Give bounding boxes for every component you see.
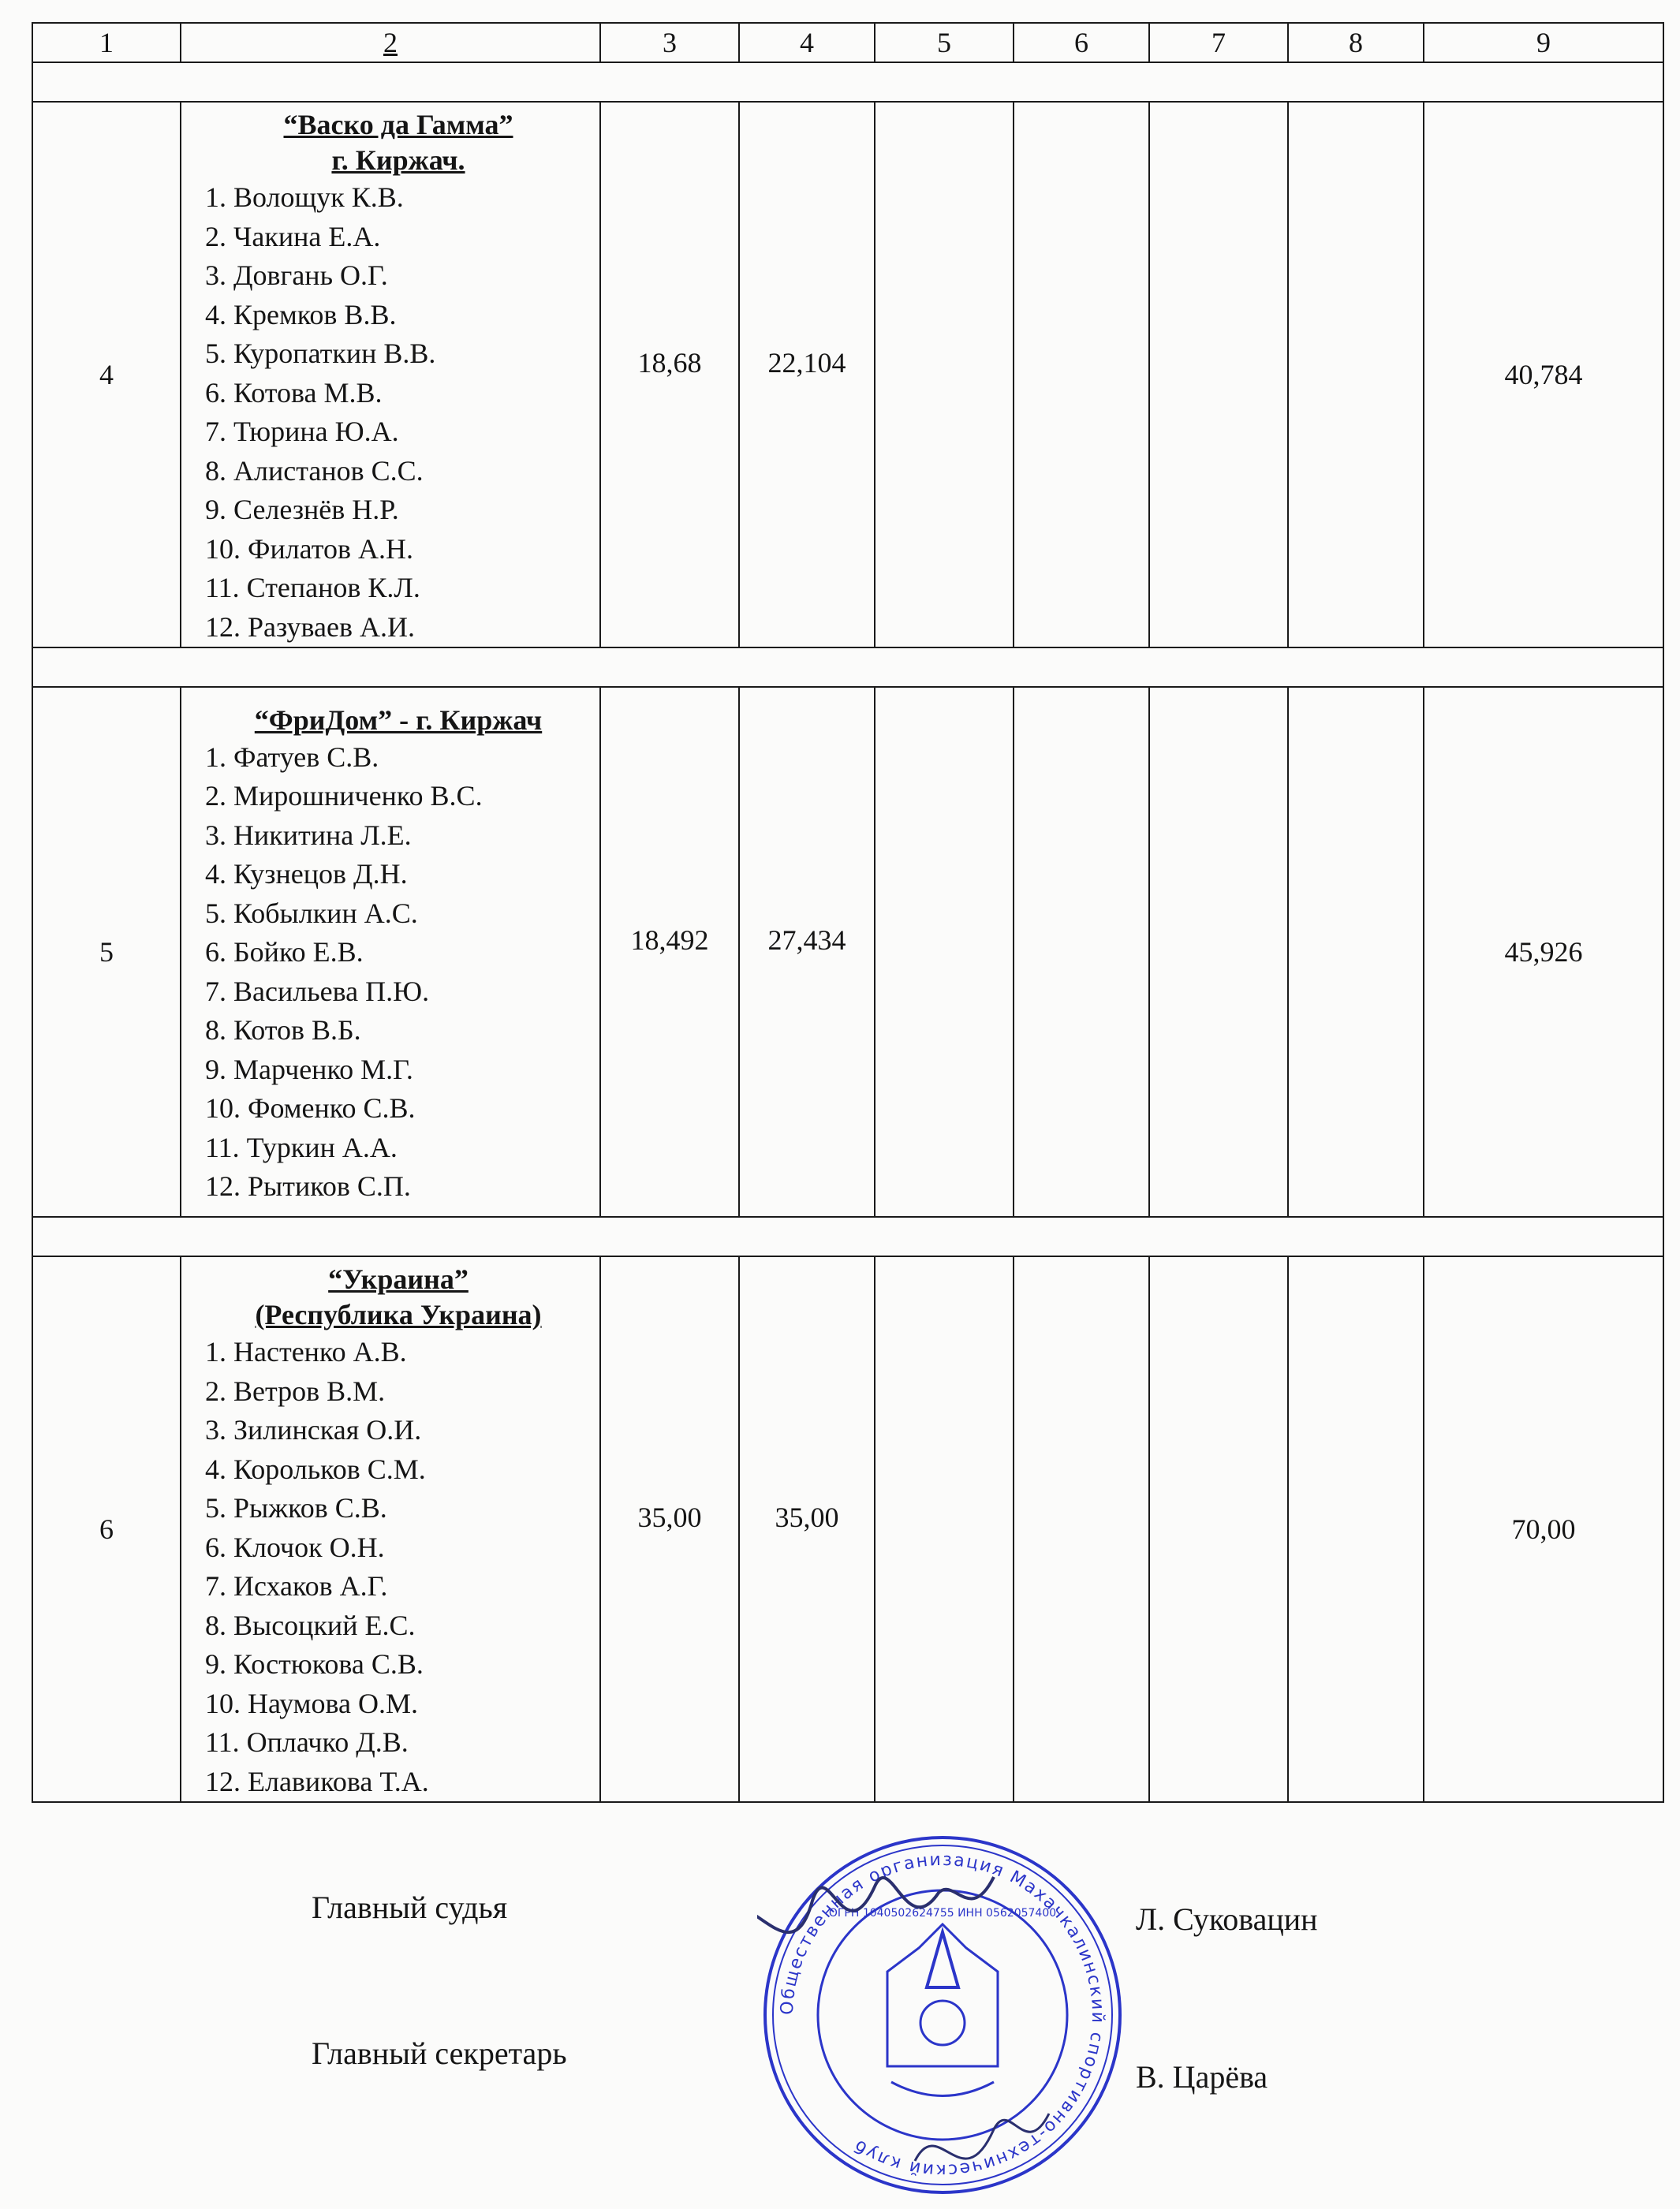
score-total: 70,00: [1424, 1256, 1663, 1802]
team-member: 11. Степанов К.Л.: [205, 572, 420, 603]
column-number: 8: [1288, 23, 1424, 62]
column-number: 6: [1014, 23, 1149, 62]
column-number-row: [32, 23, 1663, 62]
team-member: 5. Куропаткин В.В.: [205, 338, 436, 369]
chief-secretary-name: В. Царёва: [1136, 2059, 1268, 2095]
team-place: 4: [32, 102, 181, 647]
team-country: (Республика Украина): [255, 1299, 542, 1330]
team-member: 1. Волощук К.В.: [205, 181, 404, 213]
team-member: 4. Корольков С.М.: [205, 1453, 426, 1485]
score-total: 45,926: [1424, 687, 1663, 1217]
score-col3: 18,68: [600, 102, 739, 647]
empty-cell: [1014, 1256, 1149, 1802]
empty-cell: [1149, 102, 1288, 647]
team-member: 12. Рытиков С.П.: [205, 1170, 411, 1202]
column-number: 4: [739, 23, 875, 62]
team-member: 9. Селезнёв Н.Р.: [205, 494, 399, 525]
team-member: 7. Васильева П.Ю.: [205, 975, 430, 1007]
team-member: 8. Котов В.Б.: [205, 1014, 361, 1046]
team-member: 1. Фатуев С.В.: [205, 741, 379, 773]
empty-cell: [1288, 687, 1424, 1217]
empty-cell: [1288, 102, 1424, 647]
team-cell: [181, 102, 600, 647]
chief-judge-name: Л. Суковацин: [1136, 1901, 1318, 1937]
team-cell: [181, 1256, 600, 1802]
score-col4: 22,104: [739, 102, 875, 647]
team-member: 2. Мирошниченко В.С.: [205, 780, 483, 812]
column-number: 9: [1424, 23, 1663, 62]
team-member: 8. Высоцкий Е.С.: [205, 1609, 416, 1641]
team-member: 12. Елавикова Т.А.: [205, 1765, 429, 1797]
empty-cell: [1149, 1256, 1288, 1802]
team-member: 5. Рыжков С.В.: [205, 1492, 387, 1524]
team-member: 1. Настенко А.В.: [205, 1336, 407, 1368]
team-title: “Украина”: [328, 1263, 469, 1295]
team-member: 9. Костюкова С.В.: [205, 1648, 424, 1680]
team-member: 11. Оплачко Д.В.: [205, 1726, 409, 1758]
stamp-ring-text: Общественная организация Махачкалинский спортивно-технический клуб: [777, 1849, 1108, 2181]
column-number: 2: [181, 23, 600, 62]
team-member: 10. Фоменко С.В.: [205, 1092, 416, 1124]
results-table: [32, 22, 1664, 1803]
team-member: 9. Марченко М.Г.: [205, 1053, 413, 1085]
team-cell: [181, 687, 600, 1217]
team-member: 3. Зилинская О.И.: [205, 1414, 422, 1446]
team-city: г. Киржач.: [331, 144, 465, 176]
team-member: 10. Наумова О.М.: [205, 1687, 418, 1719]
team-member: 11. Туркин А.А.: [205, 1131, 398, 1163]
team-place: 5: [32, 687, 181, 1217]
team-member: 8. Алистанов С.С.: [205, 454, 424, 487]
empty-cell: [1288, 1256, 1424, 1802]
team-title: “ФриДом” - г. Киржач: [254, 703, 543, 736]
team-member: 6. Клочок О.Н.: [205, 1531, 385, 1563]
team-member: 6. Бойко Е.В.: [205, 936, 364, 968]
empty-cell: [875, 102, 1014, 647]
team-member: 12. Разуваев А.И.: [205, 610, 415, 643]
score-col3: 35,00: [600, 1256, 739, 1802]
column-number: 1: [32, 23, 181, 62]
team-member: 2. Ветров В.М.: [205, 1375, 386, 1407]
empty-cell: [1014, 687, 1149, 1217]
separator-row: [32, 647, 1663, 687]
team-member: 4. Кремков В.В.: [205, 298, 397, 330]
column-number: 7: [1149, 23, 1288, 62]
team-member: 5. Кобылкин А.С.: [205, 897, 418, 929]
signature-mark: [757, 1877, 994, 1932]
empty-cell: [1149, 687, 1288, 1217]
svg-text:Общественная организация Махач: [778, 1850, 1107, 2180]
empty-cell: [1014, 102, 1149, 647]
official-stamp-icon: [757, 1830, 1128, 2200]
empty-cell: [875, 687, 1014, 1217]
team-member: 2. Чакина Е.А.: [205, 220, 381, 252]
chief-secretary-label: Главный секретарь: [312, 2035, 567, 2071]
separator-row: [32, 62, 1663, 102]
team-member: 3. Довгань О.Г.: [205, 259, 388, 291]
score-col4: 27,434: [739, 687, 875, 1217]
column-number: 5: [875, 23, 1014, 62]
score-total: 40,784: [1424, 102, 1663, 647]
team-member: 7. Исхаков А.Г.: [205, 1570, 388, 1602]
team-title: “Васко да Гамма”: [283, 109, 513, 140]
team-row: [32, 102, 1663, 647]
team-member: 4. Кузнецов Д.Н.: [205, 858, 408, 890]
team-row: [32, 687, 1663, 1217]
stamp-inner-text: ОГРН 1040502624755 ИНН 0562057400: [828, 1907, 1057, 1920]
score-col4: 35,00: [739, 1256, 875, 1802]
empty-cell: [875, 1256, 1014, 1802]
column-number: 3: [600, 23, 739, 62]
team-member: 7. Тюрина Ю.А.: [205, 416, 399, 447]
team-member: 3. Никитина Л.Е.: [205, 819, 412, 851]
chief-judge-label: Главный судья: [312, 1890, 508, 1925]
score-col3: 18,492: [600, 687, 739, 1217]
team-member: 6. Котова М.В.: [205, 376, 383, 409]
team-member: 10. Филатов А.Н.: [205, 532, 413, 565]
separator-row: [32, 1217, 1663, 1256]
team-place: 6: [32, 1256, 181, 1802]
team-row: [32, 1256, 1663, 1802]
